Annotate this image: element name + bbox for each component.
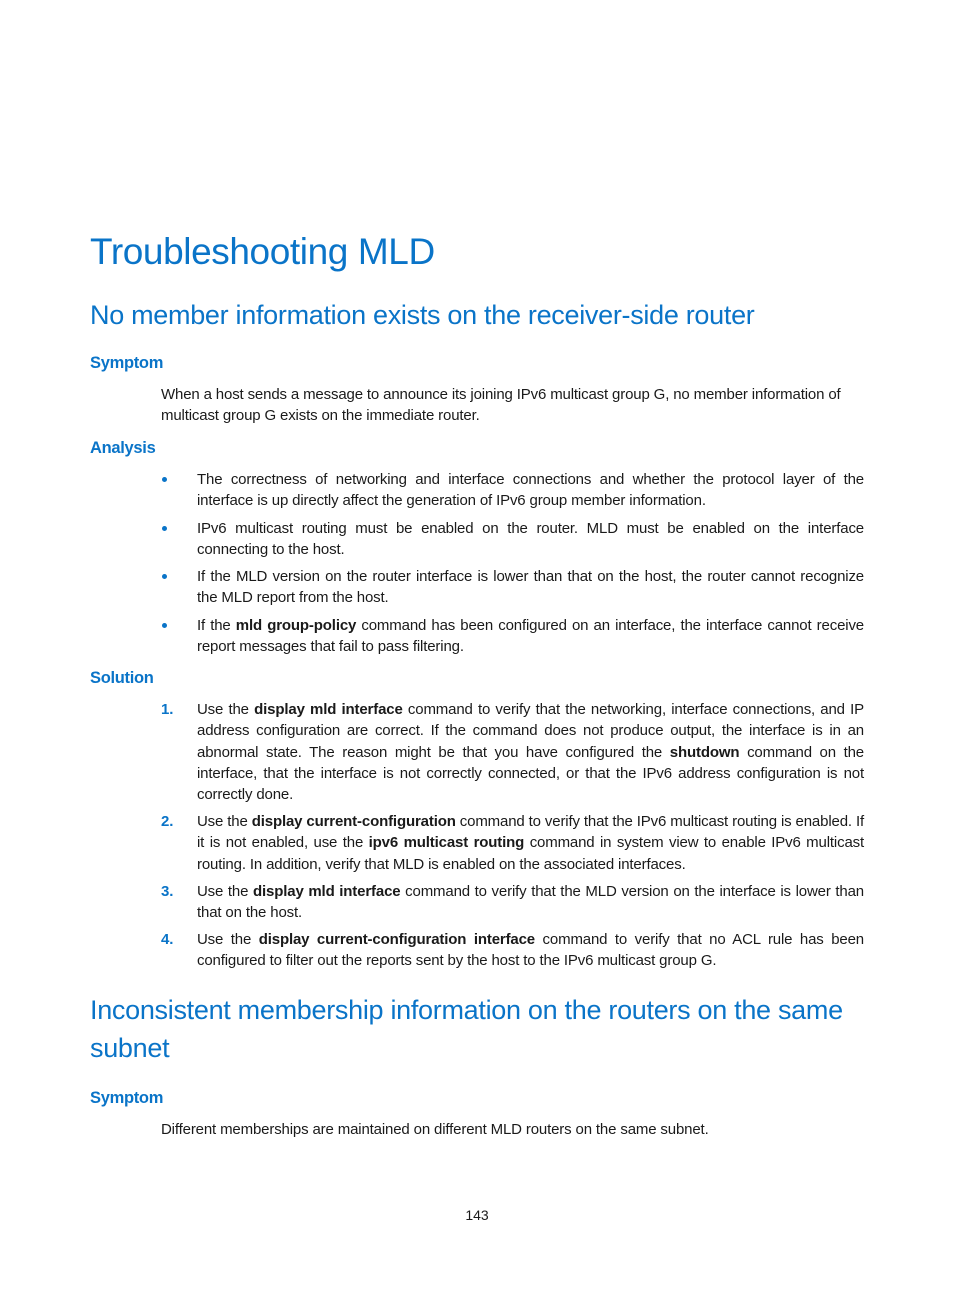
solution-step-2 — [161, 811, 864, 875]
solution-step-4 — [161, 929, 864, 972]
command-display-current-configuration: display current-configuration — [251, 813, 456, 830]
section-heading-no-member-information: No member information exists on the receiver-side router — [90, 300, 755, 330]
analysis-bullet-2 — [161, 518, 864, 561]
analysis-bullet-3 — [161, 566, 864, 609]
step-number: 3. — [161, 883, 174, 900]
analysis-bullet-1 — [161, 469, 864, 512]
step-number: 4. — [161, 931, 174, 948]
step-text: Use the display current-configuration interface command to verify that no ACL rule has been configured to filter out the reports sent by the host to the IPv6 multicast group G. — [197, 931, 864, 970]
step-text: Use the display mld interface command to verify that the MLD version on the interface is lower than that on the host. — [197, 883, 864, 922]
step-text: Use the display mld interface command to verify that the networking, interface connections, and IP address configuration are correct. If the command does not produce output, the interface is in an abnormal state. The reason might be that you have configured the shutdown command on the interface, that the interface is not correctly connected, or that the IPv6 address configuration is not correctly done. — [197, 701, 864, 804]
analysis-bullet-4 — [161, 615, 864, 658]
subheading-symptom-2: Symptom — [90, 1089, 164, 1107]
symptom-paragraph-2: Different memberships are maintained on different MLD routers on the same subnet. — [161, 1121, 709, 1138]
step-number: 1. — [161, 701, 174, 718]
page-title: Troubleshooting MLD — [90, 231, 435, 272]
command-display-mld-interface: display mld interface — [253, 883, 401, 900]
step-number: 2. — [161, 813, 174, 830]
subheading-symptom: Symptom — [90, 354, 164, 372]
command-display-current-configuration-interface: display current-configuration interface — [258, 931, 535, 948]
subheading-analysis: Analysis — [90, 439, 156, 457]
bullet-text: IPv6 multicast routing must be enabled on the router. MLD must be enabled on the interface connecting to the host. — [197, 520, 864, 559]
bullet-text: The correctness of networking and interface connections and whether the protocol layer of the interface is up directly affect the generation of IPv6 group member information. — [197, 471, 864, 510]
bullet-icon — [162, 623, 167, 628]
bullet-text: If the MLD version on the router interface is lower than that on the host, the router cannot recognize the MLD report from the host. — [197, 568, 864, 607]
command-display-mld-interface: display mld interface — [254, 701, 403, 718]
subheading-solution: Solution — [90, 669, 154, 687]
solution-step-3 — [161, 881, 864, 924]
command-shutdown: shutdown — [669, 743, 740, 761]
command-ipv6-multicast-routing: ipv6 multicast routing — [368, 834, 525, 852]
symptom-paragraph: When a host sends a message to announce its joining IPv6 multicast group G, no member information of multicast group G exists on the immediate router. — [161, 386, 841, 424]
section-heading-inconsistent-membership: Inconsistent membership information on the routers on the same subnet — [90, 995, 843, 1063]
bullet-icon — [162, 574, 167, 579]
bullet-icon — [162, 526, 167, 531]
step-text: Use the display current-configuration command to verify that the IPv6 multicast routing is enabled. If it is not enabled, use the ipv6 multicast routing command in system view to enable IPv6 multicast routing. In addition, verify that MLD is enabled on the associated interfaces. — [197, 813, 865, 873]
solution-step-1 — [161, 699, 864, 805]
command-mld-group-policy: mld group-policy — [235, 617, 357, 634]
bullet-icon — [162, 477, 167, 482]
bullet-text: If the mld group-policy command has been configured on an interface, the interface cannot receive report messages that fail to pass filtering. — [197, 617, 864, 656]
page-number: 143 — [465, 1207, 489, 1223]
